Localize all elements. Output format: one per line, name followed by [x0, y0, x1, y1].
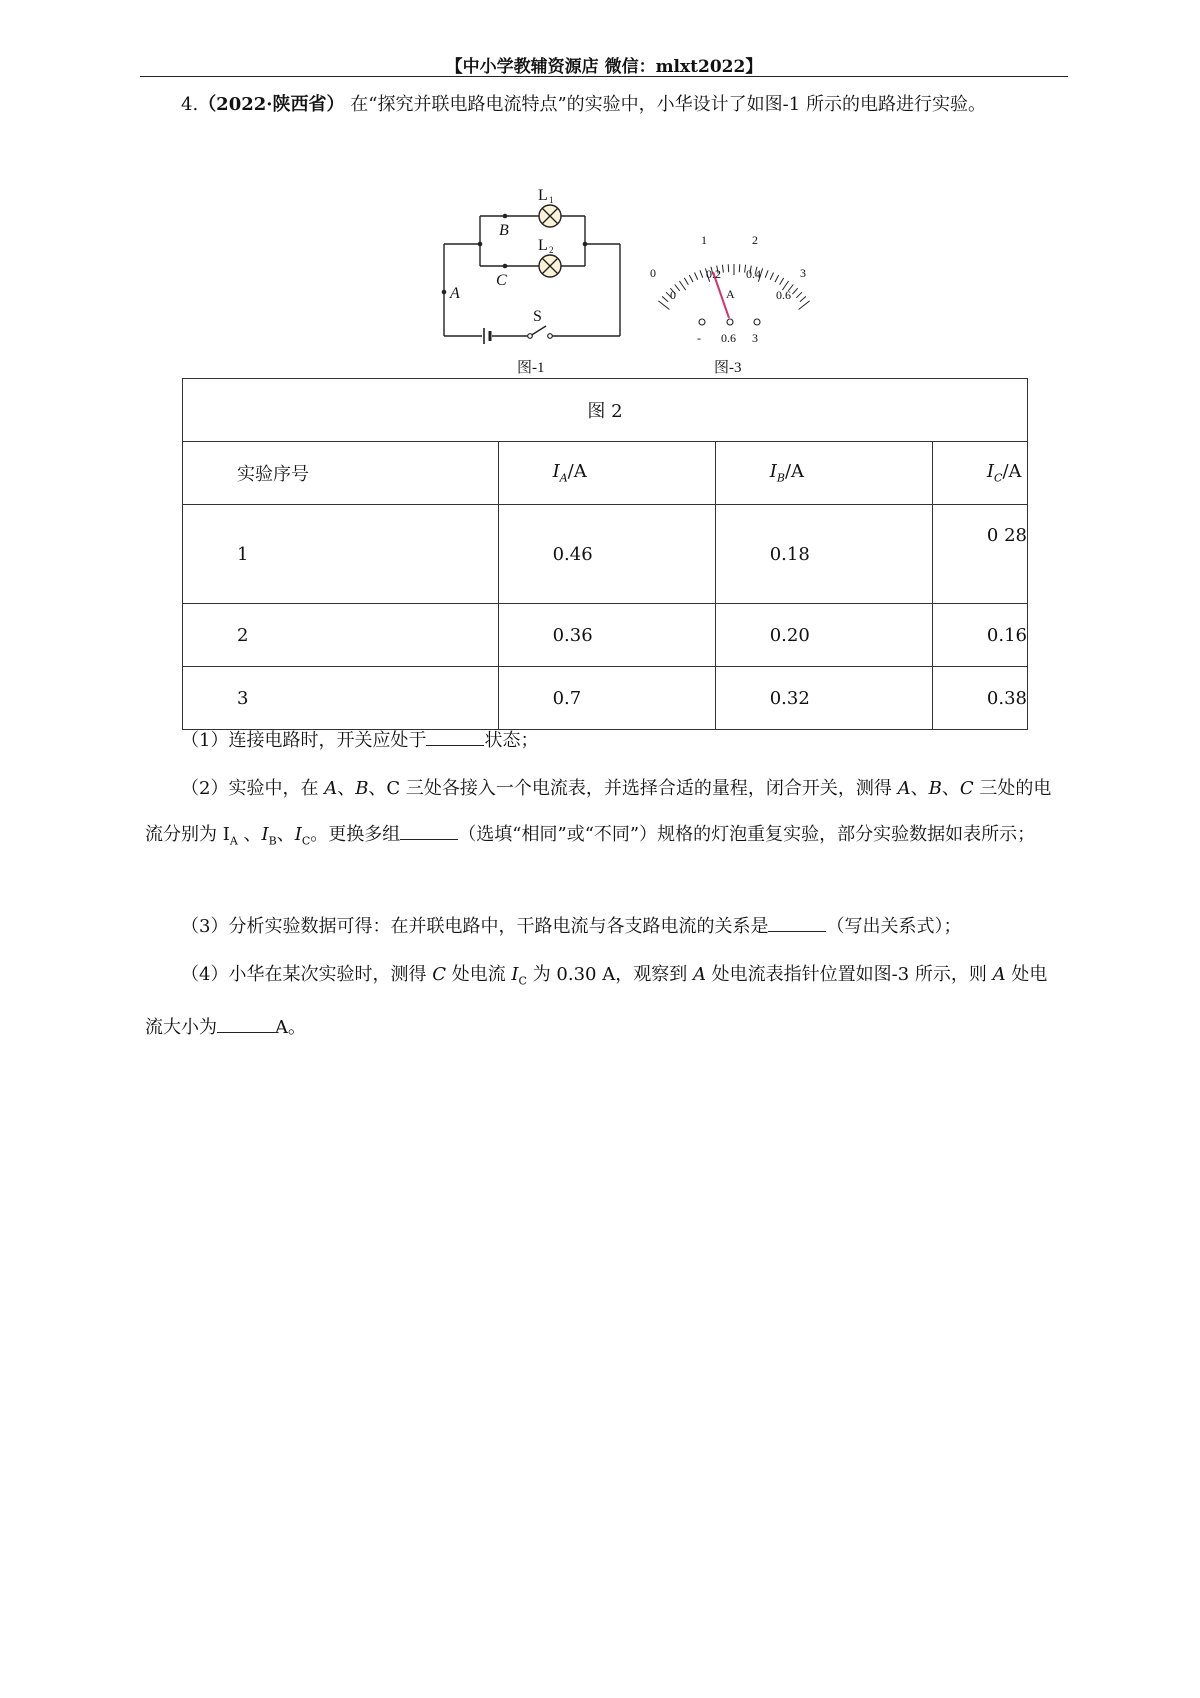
q2-p7: 。更换多组: [310, 824, 401, 845]
q2-p1: （2）实验中，在: [181, 778, 325, 799]
meter-unit: A: [726, 287, 735, 301]
meter-tick: [658, 301, 669, 310]
q2-p2: 、C 三处各接入一个电流表，并选择合适的量程，闭合开关，测得: [368, 778, 898, 799]
q2-sub-b: B: [268, 834, 277, 848]
q3-text: （3）分析实验数据可得：在并联电路中，干路电流与各支路电流的关系是: [181, 916, 769, 937]
q4-p6: A。: [275, 1016, 306, 1038]
q1-answer-blank[interactable]: [426, 731, 484, 746]
bottom-scale-02: 0.2: [706, 267, 721, 281]
header-ib-unit: /A: [784, 461, 805, 483]
q4-p3: 为 0.30 A，观察到: [526, 964, 693, 985]
meter-tick: [780, 278, 784, 285]
terminal-3: 3: [752, 331, 758, 345]
q2-point-b-2: B: [928, 778, 942, 799]
q3-text-end: （写出关系式）；: [826, 916, 962, 937]
header-trial: 实验序号: [183, 442, 499, 505]
table-title: 图 2: [183, 379, 1028, 442]
meter-tick: [770, 273, 773, 280]
meter-tick: [684, 278, 688, 285]
question-intro-text: 在“探究并联电路电流特点”的实验中，小华设计了如图-1 所示的电路进行实验。: [344, 94, 986, 115]
q1-text-end: 状态；: [484, 730, 539, 751]
header-ia-sub: A: [559, 471, 568, 485]
top-scale-3: 3: [800, 266, 806, 280]
q4-p5: 处电流大小为: [145, 964, 1048, 1038]
table-row: [183, 604, 1028, 667]
meter-tick: [689, 275, 693, 282]
q1-text: （1）连接电路时，开关应处于: [181, 730, 427, 751]
meter-tick: [662, 296, 668, 301]
bottom-scale-06: 0.6: [776, 288, 791, 302]
q4-point-a: A: [692, 964, 706, 985]
meter-tick: [792, 288, 797, 294]
row3-ic: 0.38: [932, 667, 1027, 730]
meter-tick: [695, 273, 698, 280]
row3-trial: 3: [183, 667, 499, 730]
junction-left: [478, 242, 483, 247]
data-table: [182, 378, 1028, 730]
page-header: 【中小学教辅资源店 微信：mlxt2022】: [445, 57, 763, 77]
q4-point-c: C: [432, 964, 446, 985]
meter-tick: [722, 265, 723, 273]
lamp-l1-icon: [539, 205, 561, 227]
q2-p8: （选填“相同”或“不同”）规格的灯泡重复实验，部分实验数据如表所示；: [458, 824, 1036, 845]
meter-tick: [679, 281, 685, 290]
lamp-l1-label: L: [538, 187, 548, 204]
point-a-dot: [442, 290, 447, 295]
question-intro: [145, 82, 1065, 128]
switch-contact-right: [548, 334, 553, 339]
row2-ia: 0.36: [498, 604, 715, 667]
meter-tick: [800, 296, 806, 301]
switch-label: S: [533, 308, 542, 325]
meter-tick: [799, 301, 810, 310]
meter-tick: [700, 270, 703, 277]
row1-ia: 0.46: [498, 505, 715, 604]
header-ic-sub: C: [994, 471, 1003, 485]
figure3-caption: 图-3: [714, 360, 742, 376]
lamp-l2-icon: [539, 255, 561, 277]
header-ia: [498, 442, 715, 505]
row3-ia: 0.7: [498, 667, 715, 730]
header-ib-symbol: I: [769, 461, 777, 483]
meter-tick: [775, 275, 779, 282]
point-c-label: C: [496, 272, 507, 289]
q2-point-c: C: [959, 778, 974, 799]
row1-ic: 0 28: [932, 505, 1027, 604]
point-c-dot: [503, 264, 508, 269]
row2-ic: 0.16: [932, 604, 1027, 667]
table-row: [183, 505, 1028, 604]
q2-p4: 三处的电流分别为 I: [145, 778, 1052, 845]
point-b-label: B: [499, 222, 509, 239]
header-ib: [715, 442, 932, 505]
q2-p6: 、: [276, 824, 295, 845]
row2-trial: 2: [183, 604, 499, 667]
q4-i: I: [511, 964, 519, 985]
lamp-l2-subscript: 2: [549, 245, 554, 255]
subquestion-1: [145, 718, 1065, 764]
question-source: （2022·陕西省）: [198, 94, 345, 115]
figure1-caption: 图-1: [517, 360, 545, 376]
q2-point-b: B: [355, 778, 369, 799]
row1-trial: 1: [183, 505, 499, 604]
q2-p3b: 、: [941, 778, 960, 799]
terminal-minus: -: [697, 331, 701, 345]
terminal-06-post: [727, 319, 733, 325]
terminal-minus-post: [699, 319, 705, 325]
header-ic-symbol: I: [986, 461, 995, 483]
bottom-scale-0: 0: [670, 288, 676, 302]
q3-answer-blank[interactable]: [768, 917, 826, 932]
lamp-l1-subscript: 1: [549, 195, 554, 205]
q2-sep1: 、: [337, 778, 356, 799]
top-scale-0: 0: [650, 266, 656, 280]
subquestion-2: [145, 766, 1065, 865]
q2-p5: 、: [237, 824, 262, 845]
top-scale-1: 1: [701, 233, 707, 247]
q2-i-c: I: [294, 824, 302, 845]
q2-i-b: I: [261, 824, 269, 845]
header-ia-unit: /A: [567, 461, 587, 483]
question-number: 4.: [181, 94, 199, 115]
header-ic: [932, 442, 1027, 505]
q2-sub-c: C: [301, 834, 311, 848]
circuit-diagram: [430, 180, 640, 350]
q4-point-a-2: A: [992, 964, 1006, 985]
q4-answer-blank[interactable]: [217, 1018, 275, 1033]
terminal-06: 0.6: [721, 331, 736, 345]
subquestion-4: [145, 952, 1065, 1051]
bottom-scale-04: 0.4: [746, 267, 761, 281]
q2-p3: 、: [910, 778, 929, 799]
row1-ib: 0.18: [715, 505, 932, 604]
header-ib-sub: B: [776, 471, 785, 485]
q2-answer-blank[interactable]: [400, 825, 458, 840]
meter-tick: [796, 292, 802, 298]
header-rule: [140, 76, 1068, 77]
q2-point-a-2: A: [897, 778, 911, 799]
row2-ib: 0.20: [715, 604, 932, 667]
meter-tick: [728, 264, 729, 272]
terminal-3-post: [754, 319, 760, 325]
ammeter-diagram: [646, 230, 826, 350]
q2-sub-a: A: [229, 834, 238, 848]
meter-tick: [739, 264, 740, 272]
switch-contact-left: [528, 334, 533, 339]
subquestion-3: [145, 904, 1065, 950]
row3-ib: 0.32: [715, 667, 932, 730]
q4-p1: （4）小华在某次实验时，测得: [181, 964, 433, 985]
q2-point-a: A: [324, 778, 338, 799]
point-a-label: A: [450, 285, 460, 302]
lamp-l2-label: L: [538, 237, 548, 254]
junction-right: [583, 242, 588, 247]
q4-p4: 处电流表指针位置如图-3 所示，则: [705, 964, 993, 985]
q4-p2: 处电流: [445, 964, 512, 985]
point-b-dot: [503, 214, 508, 219]
meter-tick: [765, 270, 768, 277]
q4-sub-c: C: [518, 974, 527, 988]
header-ic-unit: /A: [1002, 461, 1022, 483]
header-ia-symbol: I: [552, 461, 560, 483]
top-scale-2: 2: [752, 233, 758, 247]
